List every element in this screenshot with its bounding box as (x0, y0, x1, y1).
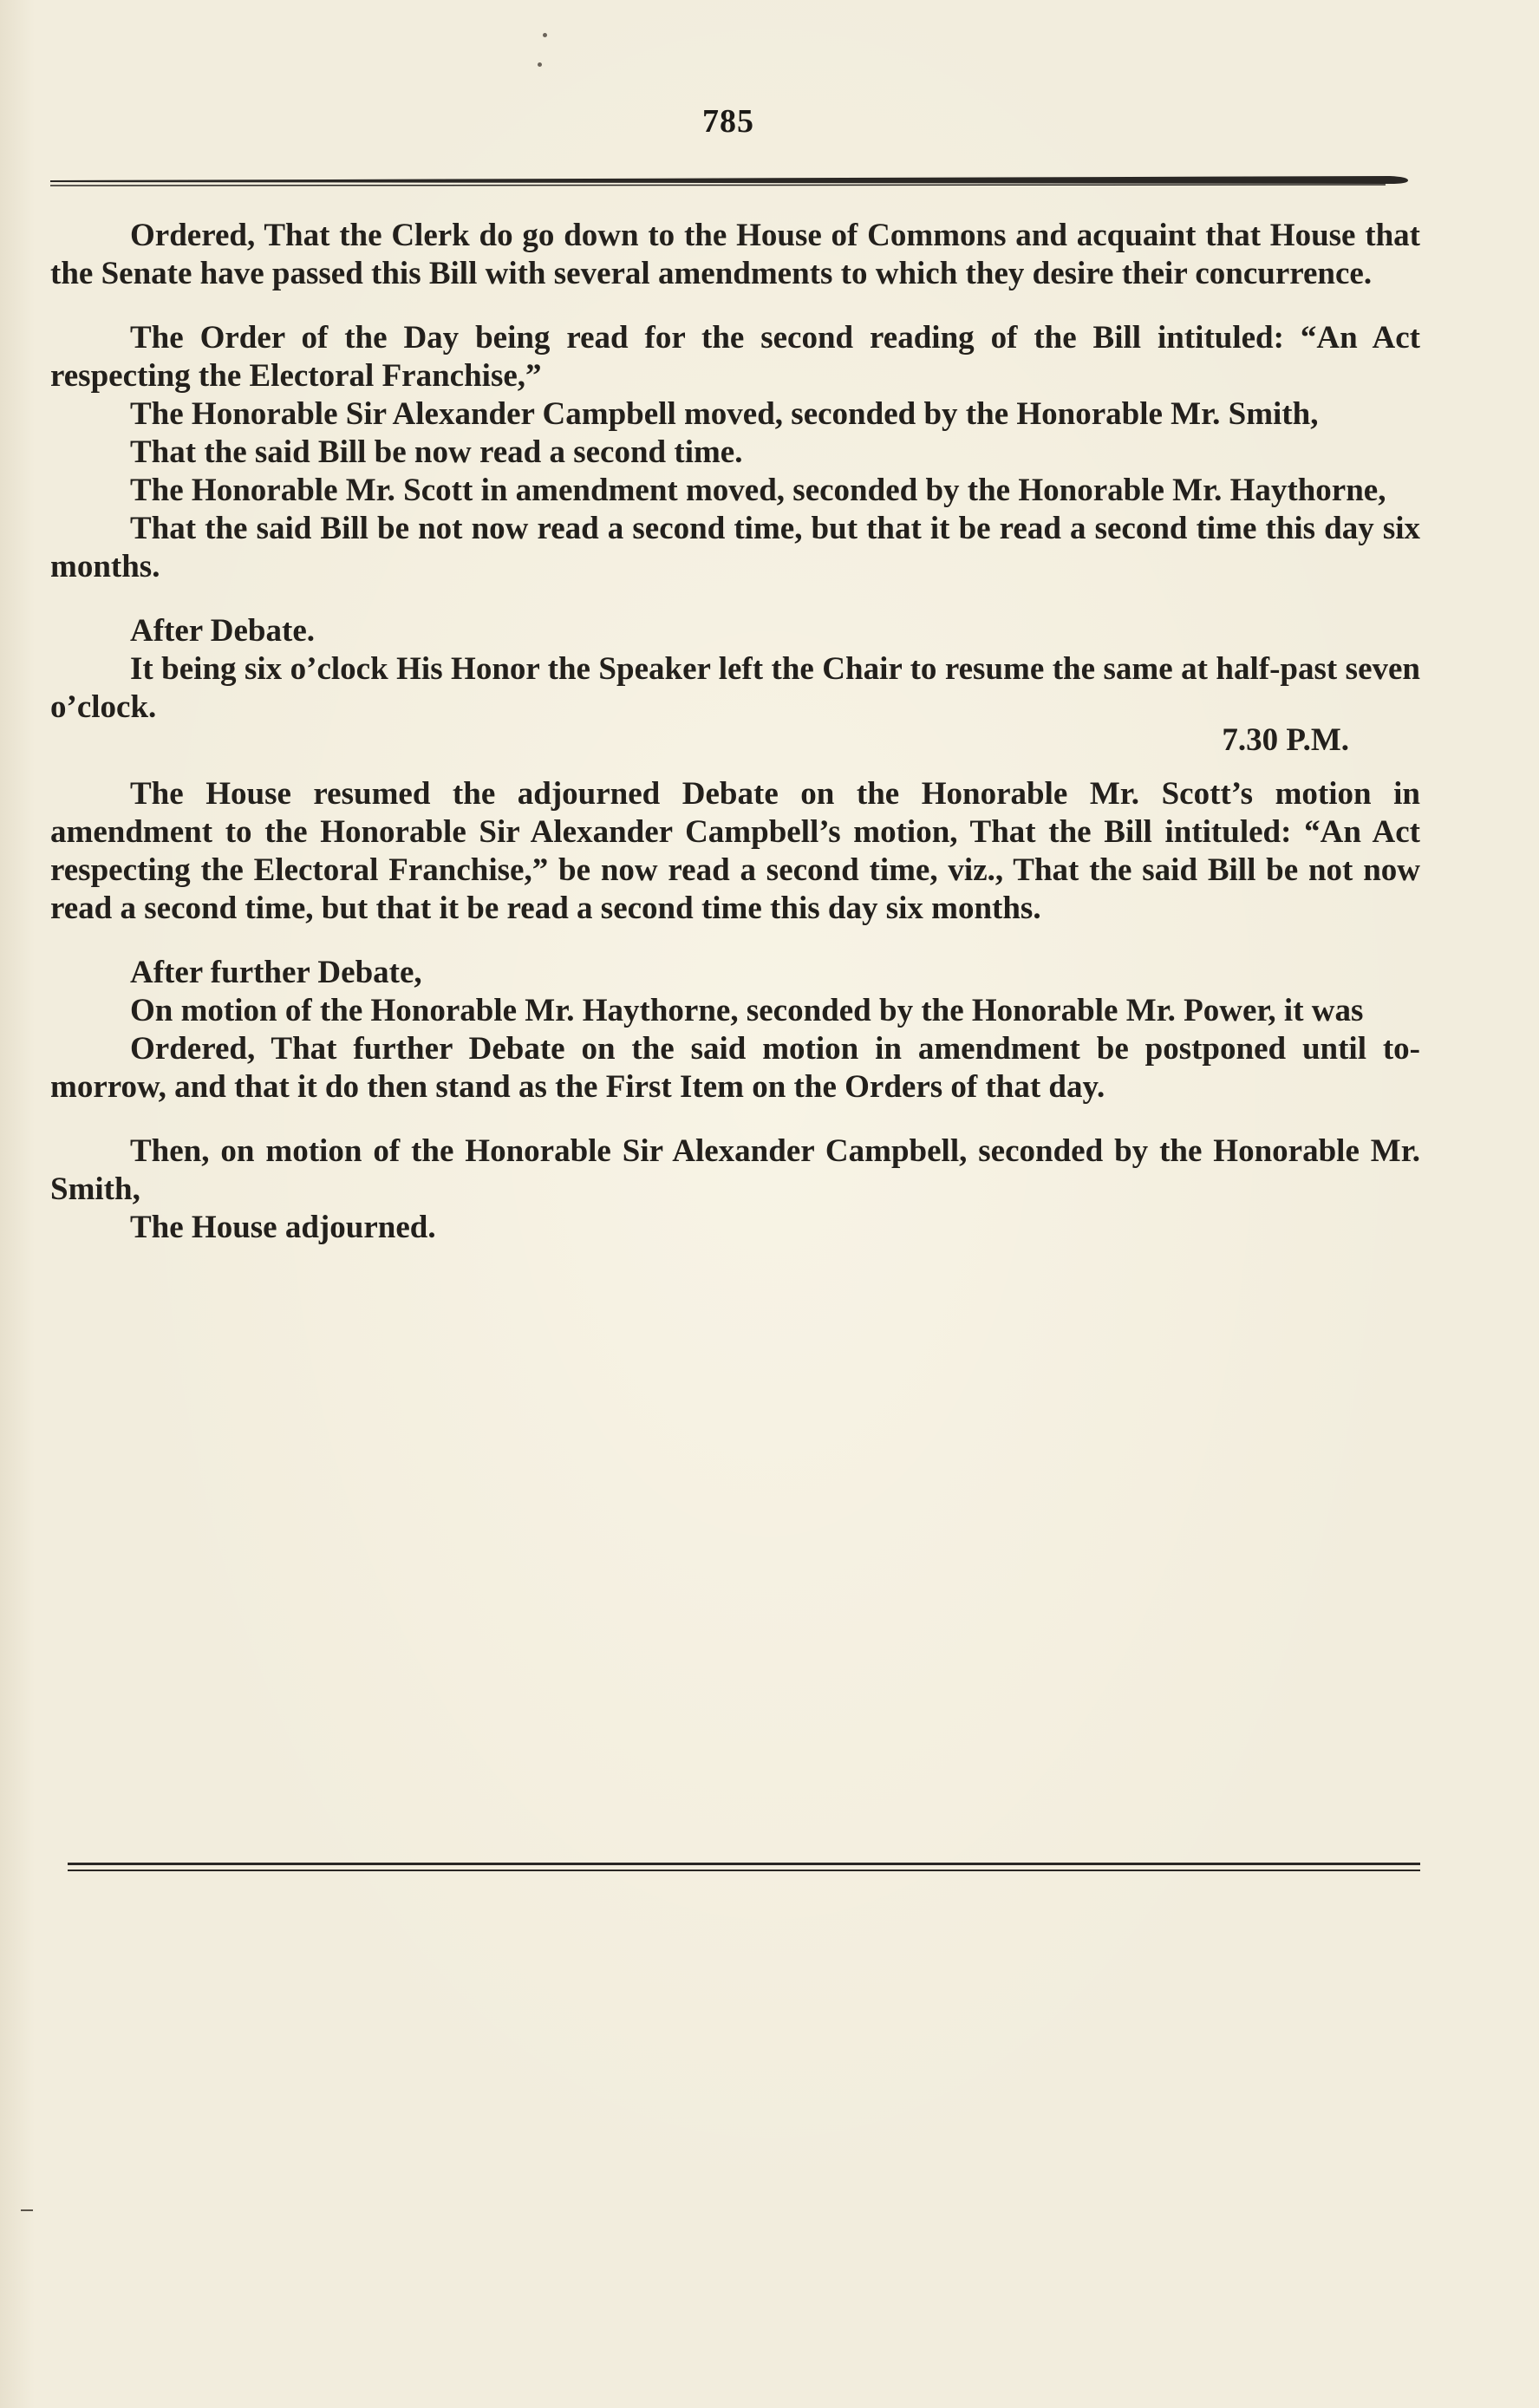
paragraph-order-of-day: The Order of the Day being read for the second reading of the Bill intituled: “An Act respecting the Electoral Franchise,” (50, 320, 1420, 394)
paragraph-campbell-moved: The Honorable Sir Alexander Campbell moved, seconded by the Honorable Mr. Smith, (130, 396, 1319, 432)
paragraph-ordered-acquaint: Ordered, That the Clerk do go down to the House of Commons and acquaint that House that the Senate have passed this Bill with several amendments to which they desire their concurrence. (50, 218, 1420, 291)
paragraph-six-oclock: It being six o’clock His Honor the Speaker left the Chair to resume the same at half-past seven o’clock. (50, 651, 1420, 725)
header-rule (50, 173, 1408, 187)
margin-mark (21, 2209, 33, 2211)
paragraph-adjourn-motion: Then, on motion of the Honorable Sir Alexander Campbell, seconded by the Honorable Mr. Smith, (50, 1133, 1420, 1207)
minutes-body (50, 217, 1420, 1247)
paragraph-scott-amendment: The Honorable Mr. Scott in amendment moved, seconded by the Honorable Mr. Haythorne, (130, 473, 1386, 508)
paragraph-postponed: Ordered, That further Debate on the said motion in amendment be postponed until to-morrow, and that it do then stand as the First Item on the Orders of that day. (50, 1031, 1420, 1105)
paragraph-after-further-debate: After further Debate, (130, 955, 422, 990)
footer-rule (68, 1863, 1420, 1875)
paper-speck (538, 62, 542, 67)
paper-speck (543, 33, 547, 37)
page-number: 785 (702, 103, 754, 140)
paragraph-house-resumed: The House resumed the adjourned Debate on the Honorable Mr. Scott’s motion in amendment to the Honorable Sir Alexander Campbell’s motion, That the Bill intituled: “An Act respecting the Electoral Franchise,” be now read a second time, viz., That the said Bill be not now read a second time, but that it be read a second time this day six months. (50, 776, 1420, 926)
paragraph-six-months: That the said Bill be not now read a second time, but that it be read a second time this day six months. (50, 511, 1420, 584)
time-stamp: 7.30 P.M. (1222, 722, 1349, 758)
paragraph-after-debate: After Debate. (130, 613, 316, 649)
paragraph-house-adjourned: The House adjourned. (130, 1210, 436, 1245)
paragraph-haythorne-motion: On motion of the Honorable Mr. Haythorne, seconded by the Honorable Mr. Power, it was (130, 993, 1364, 1028)
paragraph-second-time: That the said Bill be now read a second time. (130, 434, 743, 470)
